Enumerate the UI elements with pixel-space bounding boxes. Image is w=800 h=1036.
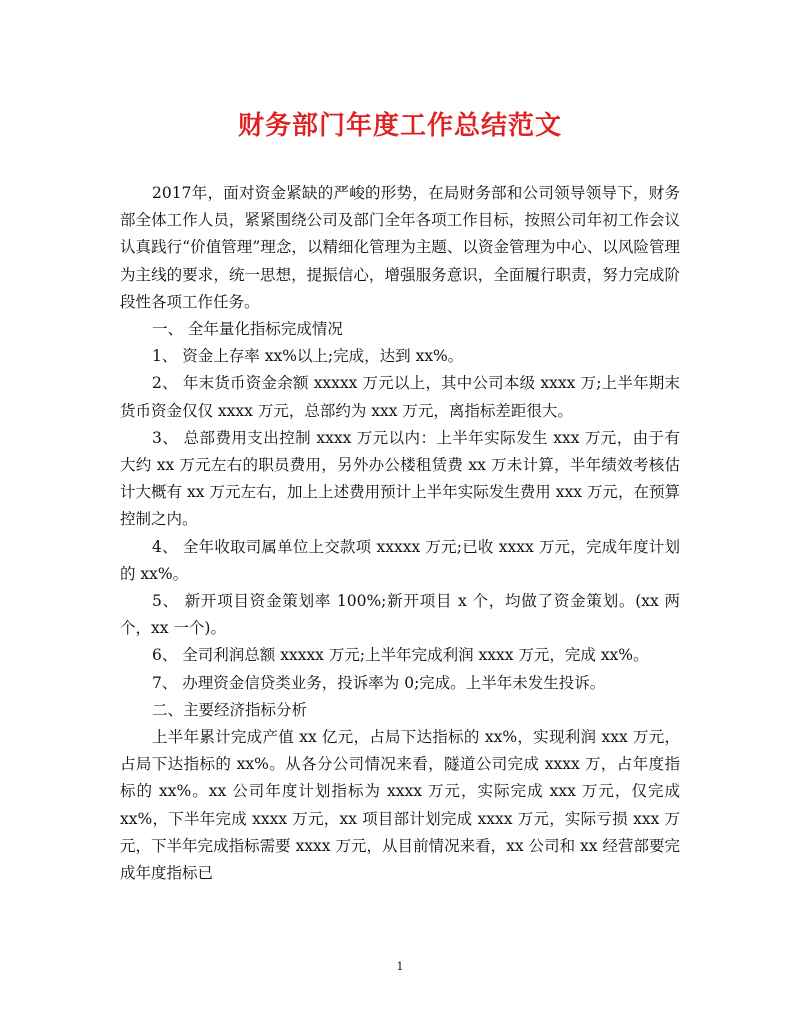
section-heading-2: 二、主要经济指标分析 xyxy=(152,700,308,719)
paragraph-analysis: 上半年累计完成产值 xx 亿元，占局下达指标的 xx%，实现利润 xxx 万元，占局下达指标的 xx%。从各分公司情况来看，隧道公司完成 xxxx 万，占年度指标的 xx%。xx 公司年度计划指标为 xxxx 万元，实际完成 xxx 万元，仅完成 xx%，下半年完成 xxxx 万元，xx 项目部计划完成 xxxx 万元，实际亏损 xxx 万元，下半年完成指标需要 xxxx 万元，从目前情况来看，xx 公司和 xx 经营部要完成年度指标已 xyxy=(120,728,680,883)
list-item-6: 6、 全司利润总额 xxxxx 万元;上半年完成利润 xxxx 万元，完成 xx%。 xyxy=(152,646,649,665)
paragraph-intro: 2017年，面对资金紧缺的严峻的形势，在局财务部和公司领导领导下，财务部全体工作人员，紧紧围绕公司及部门全年各项工作目标，按照公司年初工作会议认真践行“价值管理”理念，以精细化管理为主题、以资金管理为中心、以风险管理为主线的要求，统一思想，提振信心，增强服务意识，全面履行职责，努力完成阶段性各项工作任务。 xyxy=(120,184,680,311)
page-number: 1 xyxy=(396,960,404,973)
list-item-1: 1、 资金上存率 xx%以上;完成，达到 xx%。 xyxy=(152,347,464,366)
list-item-7: 7、 办理资金信贷类业务，投诉率为 0;完成。上半年未发生投诉。 xyxy=(152,673,606,692)
document-body xyxy=(120,180,680,887)
list-item-2: 2、 年末货币资金余额 xxxxx 万元以上，其中公司本级 xxxx 万;上半年期末货币资金仅仅 xxxx 万元，总部约为 xxx 万元，离指标差距很大。 xyxy=(120,374,680,420)
list-item-4: 4、 全年收取司属单位上交款项 xxxxx 万元;已收 xxxx 万元，完成年度计划的 xx%。 xyxy=(120,537,680,583)
list-item-5: 5、 新开项目资金策划率 100%;新开项目 x 个，均做了资金策划。(xx 两个，xx 一个)。 xyxy=(120,592,680,638)
document-title: 财务部门年度工作总结范文 xyxy=(237,111,562,141)
list-item-3: 3、 总部费用支出控制 xxxx 万元以内：上半年实际发生 xxx 万元，由于有大约 xx 万元左右的职员费用，另外办公楼租赁费 xx 万未计算，半年绩效考核估计大概有 xx 万元左右，加上上述费用预计上半年实际发生费用 xxx 万元，在预算控制之内。 xyxy=(120,428,680,529)
section-heading-1: 一、 全年量化指标完成情况 xyxy=(152,320,343,339)
